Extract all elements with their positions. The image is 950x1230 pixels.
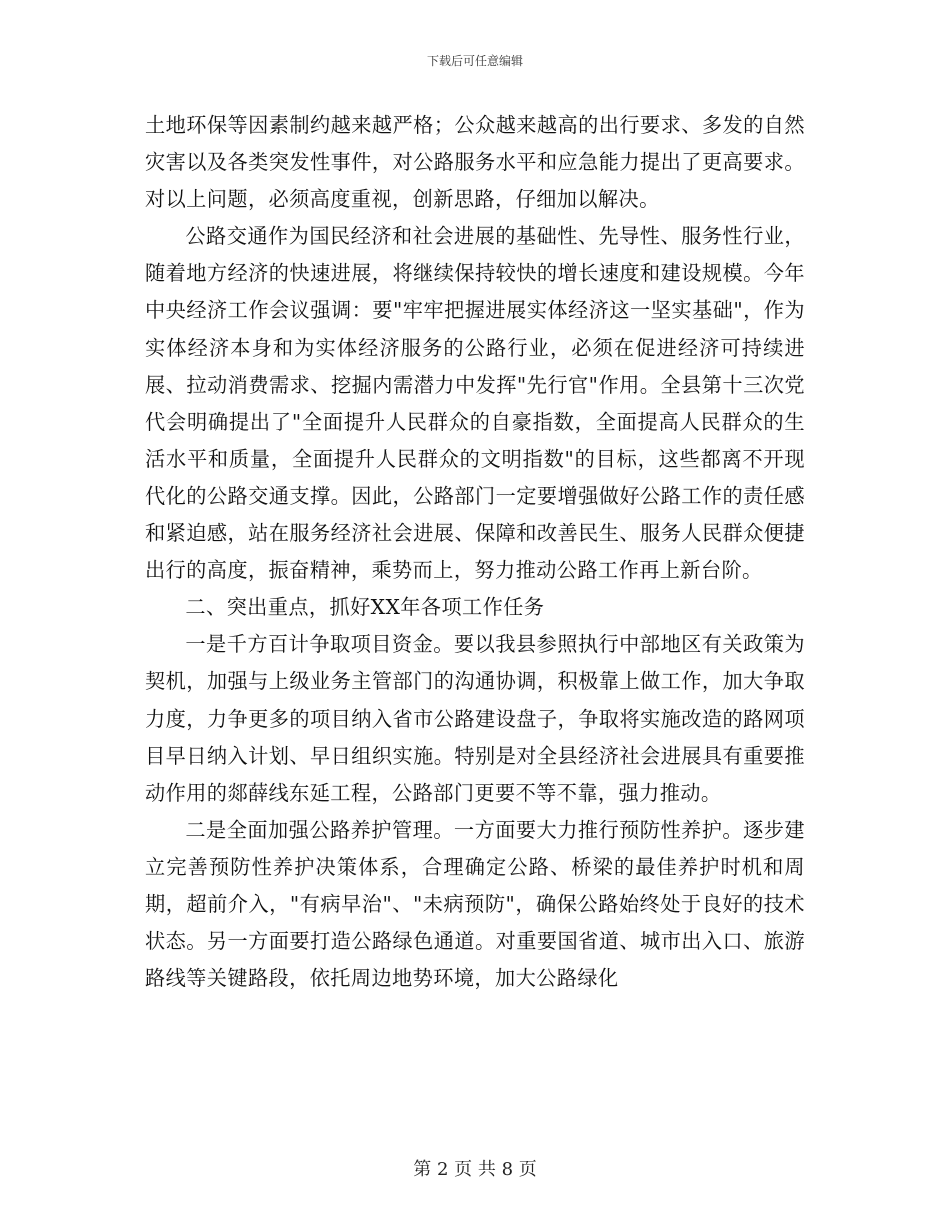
paragraph-3: 一是千方百计争取项目资金。要以我县参照执行中部地区有关政策为契机，加强与上级业务主管部门的沟通协调，积极靠上做工作，加大争取力度，力争更多的项目纳入省市公路建设盘子，争取将实施改造的路网项目早日纳入计划、早日组织实施。特别是对全县经济社会进展具有重要推动作用的郯薛线东延工程，公路部门更要不等不靠，强力推动。 xyxy=(145,632,805,805)
document-body xyxy=(145,107,805,997)
section-heading: 二、突出重点，抓好XX年各项工作任务 xyxy=(185,595,545,620)
paragraph-1: 土地环保等因素制约越来越严格；公众越来越高的出行要求、多发的自然灾害以及各类突发性事件，对公路服务水平和应急能力提出了更高要求。对以上问题，必须高度重视，创新思路，仔细加以解决。 xyxy=(145,113,805,212)
paragraph-4: 二是全面加强公路养护管理。一方面要大力推行预防性养护。逐步建立完善预防性养护决策体系，合理确定公路、桥梁的最佳养护时机和周期，超前介入，"有病早治"、"未病预防"，确保公路始终处于良好的技术状态。另一方面要打造公路绿色通道。对重要国省道、城市出入口、旅游路线等关键路段，依托周边地势环境，加大公路绿化 xyxy=(145,817,805,991)
page-number: 第 2 页 共 8 页 xyxy=(413,1159,537,1180)
header-note: 下载后可任意编辑 xyxy=(426,54,523,68)
paragraph-2: 公路交通作为国民经济和社会进展的基础性、先导性、服务性行业，随着地方经济的快速进展，将继续保持较快的增长速度和建设规模。今年中央经济工作会议强调：要"牢牢把握进展实体经济这一坚实基础"，作为实体经济本身和为实体经济服务的公路行业，必须在促进经济可持续进展、拉动消费需求、挖掘内需潜力中发挥"先行官"作用。全县第十三次党代会明确提出了"全面提升人民群众的自豪指数，全面提高人民群众的生活水平和质量，全面提升人民群众的文明指数"的目标，这些都离不开现代化的公路交通支撑。因此，公路部门一定要增强做好公路工作的责任感和紧迫感，站在服务经济社会进展、保障和改善民生、服务人民群众便捷出行的高度，振奋精神，乘势而上，努力推动公路工作再上新台阶。 xyxy=(145,224,805,583)
